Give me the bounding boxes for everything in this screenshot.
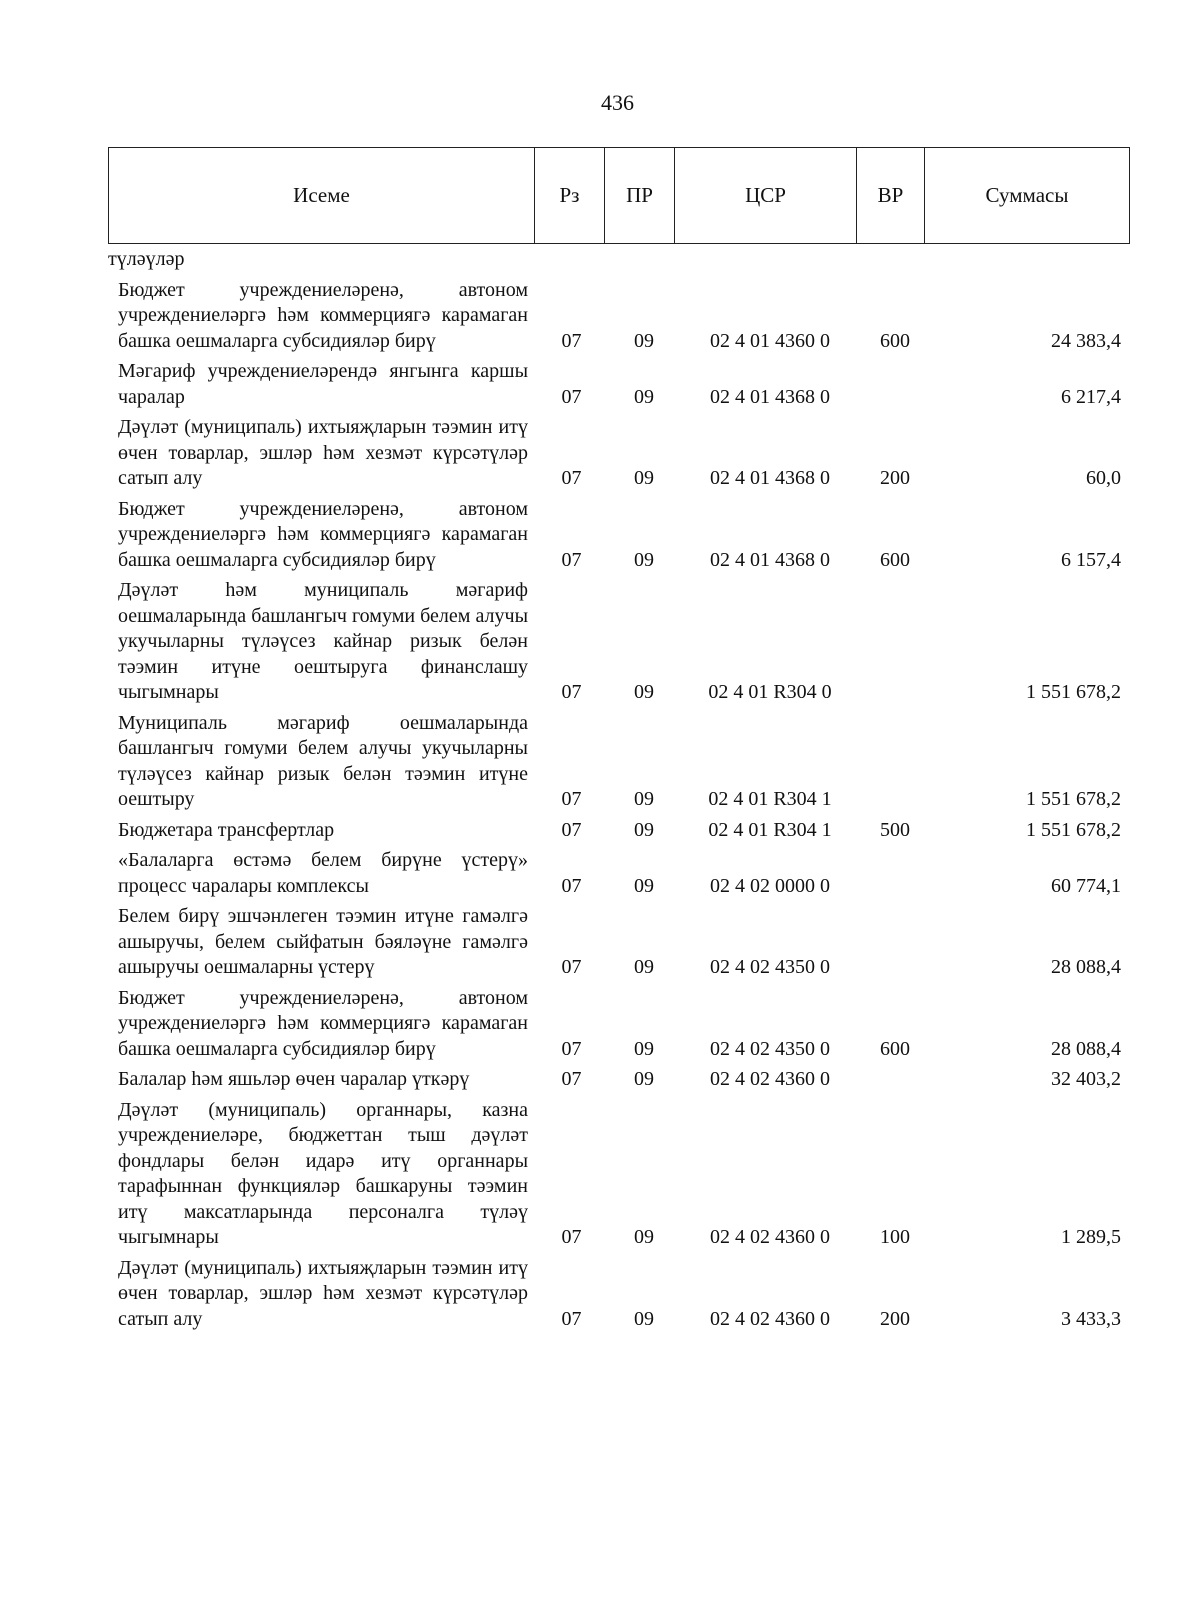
- row-sum: 28 088,4: [1051, 1037, 1121, 1060]
- row-name: «Балаларга өстәмә белем бирүне үстерү» процесс чаралары комплексы: [118, 849, 528, 897]
- row-sum: 3 433,3: [1061, 1307, 1121, 1330]
- row-pr: 09: [634, 385, 654, 408]
- row-rz: 07: [561, 1226, 582, 1248]
- row-rz: 07: [561, 788, 582, 810]
- row-sum: 1 551 678,2: [1026, 818, 1121, 841]
- row-csr: 02 4 02 0000 0: [710, 874, 830, 897]
- row-rz: 07: [561, 681, 582, 703]
- row-pr: 09: [634, 874, 654, 897]
- row-sum: 6 157,4: [1061, 548, 1121, 571]
- row-csr: 02 4 01 R304 1: [708, 788, 832, 810]
- row-vr: 200: [880, 1307, 910, 1330]
- row-sum: 1 551 678,2: [1026, 788, 1121, 810]
- table-row: [118, 848, 1130, 899]
- row-name: Белем бирү эшчәнлеген тәэмин итүне гамәлгә ашыручы, белем сыйфатын бәяләүне гамәлгә ашыручы оешмаларны үстерү: [118, 905, 528, 978]
- row-csr: 02 4 02 4360 0: [710, 1068, 830, 1090]
- row-rz: 07: [561, 329, 582, 352]
- row-sum: 28 088,4: [1051, 956, 1121, 978]
- table-header: [108, 147, 1130, 244]
- row-sum: 60,0: [1086, 467, 1121, 489]
- row-csr: 02 4 02 4350 0: [710, 956, 830, 978]
- header-vr: ВР: [857, 148, 925, 243]
- row-pr: 09: [634, 548, 654, 571]
- header-csr: ЦСР: [675, 148, 857, 243]
- table-row: [108, 247, 1130, 273]
- row-name: Мәгариф учреждениеләрендә янгынга каршы чаралар: [118, 360, 528, 408]
- row-sum: 32 403,2: [1051, 1068, 1121, 1090]
- row-vr: 600: [880, 548, 910, 571]
- table-row: [118, 1067, 1130, 1093]
- row-name: Бюджет учреждениеләренә, автоном учреждениеләргә һәм коммерциягә карамаган башка оешмаларга субсидияләр бирү: [118, 278, 528, 352]
- row-name: Муниципаль мәгариф оешмаларында башлангыч гомуми белем алучы укучыларны түләүсез кайнар ризык белән тәэмин итүне оештыру: [118, 711, 528, 810]
- row-rz: 07: [561, 548, 582, 571]
- row-name: Бюджетара трансфертлар: [118, 818, 335, 841]
- page-number: 436: [601, 90, 634, 115]
- row-sum: 24 383,4: [1051, 329, 1121, 352]
- table-row: [118, 1098, 1130, 1251]
- row-name: Бюджет учреждениеләренә, автоном учреждениеләргә һәм коммерциягә карамаган башка оешмаларга субсидияләр бирү: [118, 497, 528, 571]
- row-vr: 600: [880, 1037, 910, 1060]
- header-rz: Рз: [535, 148, 605, 243]
- row-rz: 07: [561, 1068, 582, 1090]
- table-row: [118, 578, 1130, 706]
- row-pr: 09: [634, 681, 654, 703]
- row-pr: 09: [634, 1037, 654, 1060]
- row-name: Балалар һәм яшьләр өчен чаралар үткәрү: [118, 1068, 470, 1090]
- table-row: [118, 415, 1130, 492]
- row-pr: 09: [634, 818, 654, 841]
- table-row: [118, 818, 1130, 844]
- row-rz: 07: [561, 956, 582, 978]
- table-row: [118, 278, 1130, 355]
- row-vr: 100: [880, 1226, 910, 1248]
- row-csr: 02 4 02 4360 0: [710, 1307, 830, 1330]
- table-row: [118, 497, 1130, 574]
- row-vr: 200: [880, 467, 910, 489]
- header-sum: Суммасы: [985, 183, 1069, 207]
- row-name: Бюджет учреждениеләренә, автоном учреждениеләргә һәм коммерциягә карамаган башка оешмаларга субсидияләр бирү: [118, 986, 528, 1060]
- row-pr: 09: [634, 1226, 654, 1248]
- header-pr: ПР: [605, 148, 675, 243]
- row-name: Дәүләт (муниципаль) ихтыяҗларын тәэмин итү өчен товарлар, эшләр һәм хезмәт күрсәтүләр сатып алу: [118, 416, 528, 489]
- row-rz: 07: [561, 385, 582, 408]
- row-vr: 600: [880, 329, 910, 352]
- row-rz: 07: [561, 1037, 582, 1060]
- row-csr: 02 4 01 4368 0: [710, 385, 830, 408]
- row-csr: 02 4 01 R304 0: [708, 681, 832, 703]
- row-pr: 09: [634, 956, 654, 978]
- row-name: Дәүләт (муниципаль) органнары, казна учреждениеләре, бюджеттан тыш дәүләт фондлары белән идарә итү органнары тарафыннан функцияләр башкаруны тәэмин итү максатларында персоналга түләү чыгымнары: [118, 1098, 528, 1248]
- row-pr: 09: [634, 1068, 654, 1090]
- row-csr: 02 4 01 R304 1: [708, 818, 832, 841]
- row-name: түләүләр: [108, 248, 185, 270]
- table-row: [118, 986, 1130, 1063]
- table-row: [118, 904, 1130, 981]
- table-row: [118, 1256, 1130, 1333]
- row-vr: 500: [880, 818, 910, 841]
- table-row: [118, 711, 1130, 813]
- row-pr: 09: [634, 329, 654, 352]
- row-csr: 02 4 02 4360 0: [710, 1226, 830, 1248]
- header-name: Исеме: [109, 148, 535, 243]
- row-name: Дәүләт (муниципаль) ихтыяҗларын тәэмин итү өчен товарлар, эшләр һәм хезмәт күрсәтүләр сатып алу: [118, 1256, 528, 1330]
- row-rz: 07: [561, 467, 582, 489]
- row-pr: 09: [634, 1307, 654, 1330]
- row-sum: 1 551 678,2: [1026, 681, 1121, 703]
- row-csr: 02 4 02 4350 0: [710, 1037, 830, 1060]
- row-sum: 60 774,1: [1051, 874, 1121, 897]
- row-csr: 02 4 01 4368 0: [710, 548, 830, 571]
- row-sum: 1 289,5: [1061, 1226, 1121, 1248]
- row-rz: 07: [561, 818, 582, 841]
- table-row: [118, 359, 1130, 410]
- row-rz: 07: [561, 1307, 582, 1330]
- table-body: [108, 247, 1130, 1337]
- row-rz: 07: [561, 874, 582, 897]
- row-sum: 6 217,4: [1061, 385, 1121, 408]
- row-pr: 09: [634, 788, 654, 810]
- row-pr: 09: [634, 467, 654, 489]
- row-csr: 02 4 01 4368 0: [710, 467, 830, 489]
- row-name: Дәүләт һәм муниципаль мәгариф оешмаларында башлангыч гомуми белем алучы укучыларны түләүсез кайнар ризык белән тәэмин итүне оештыруга финанслашу чыгымнары: [118, 579, 528, 703]
- row-csr: 02 4 01 4360 0: [710, 329, 830, 352]
